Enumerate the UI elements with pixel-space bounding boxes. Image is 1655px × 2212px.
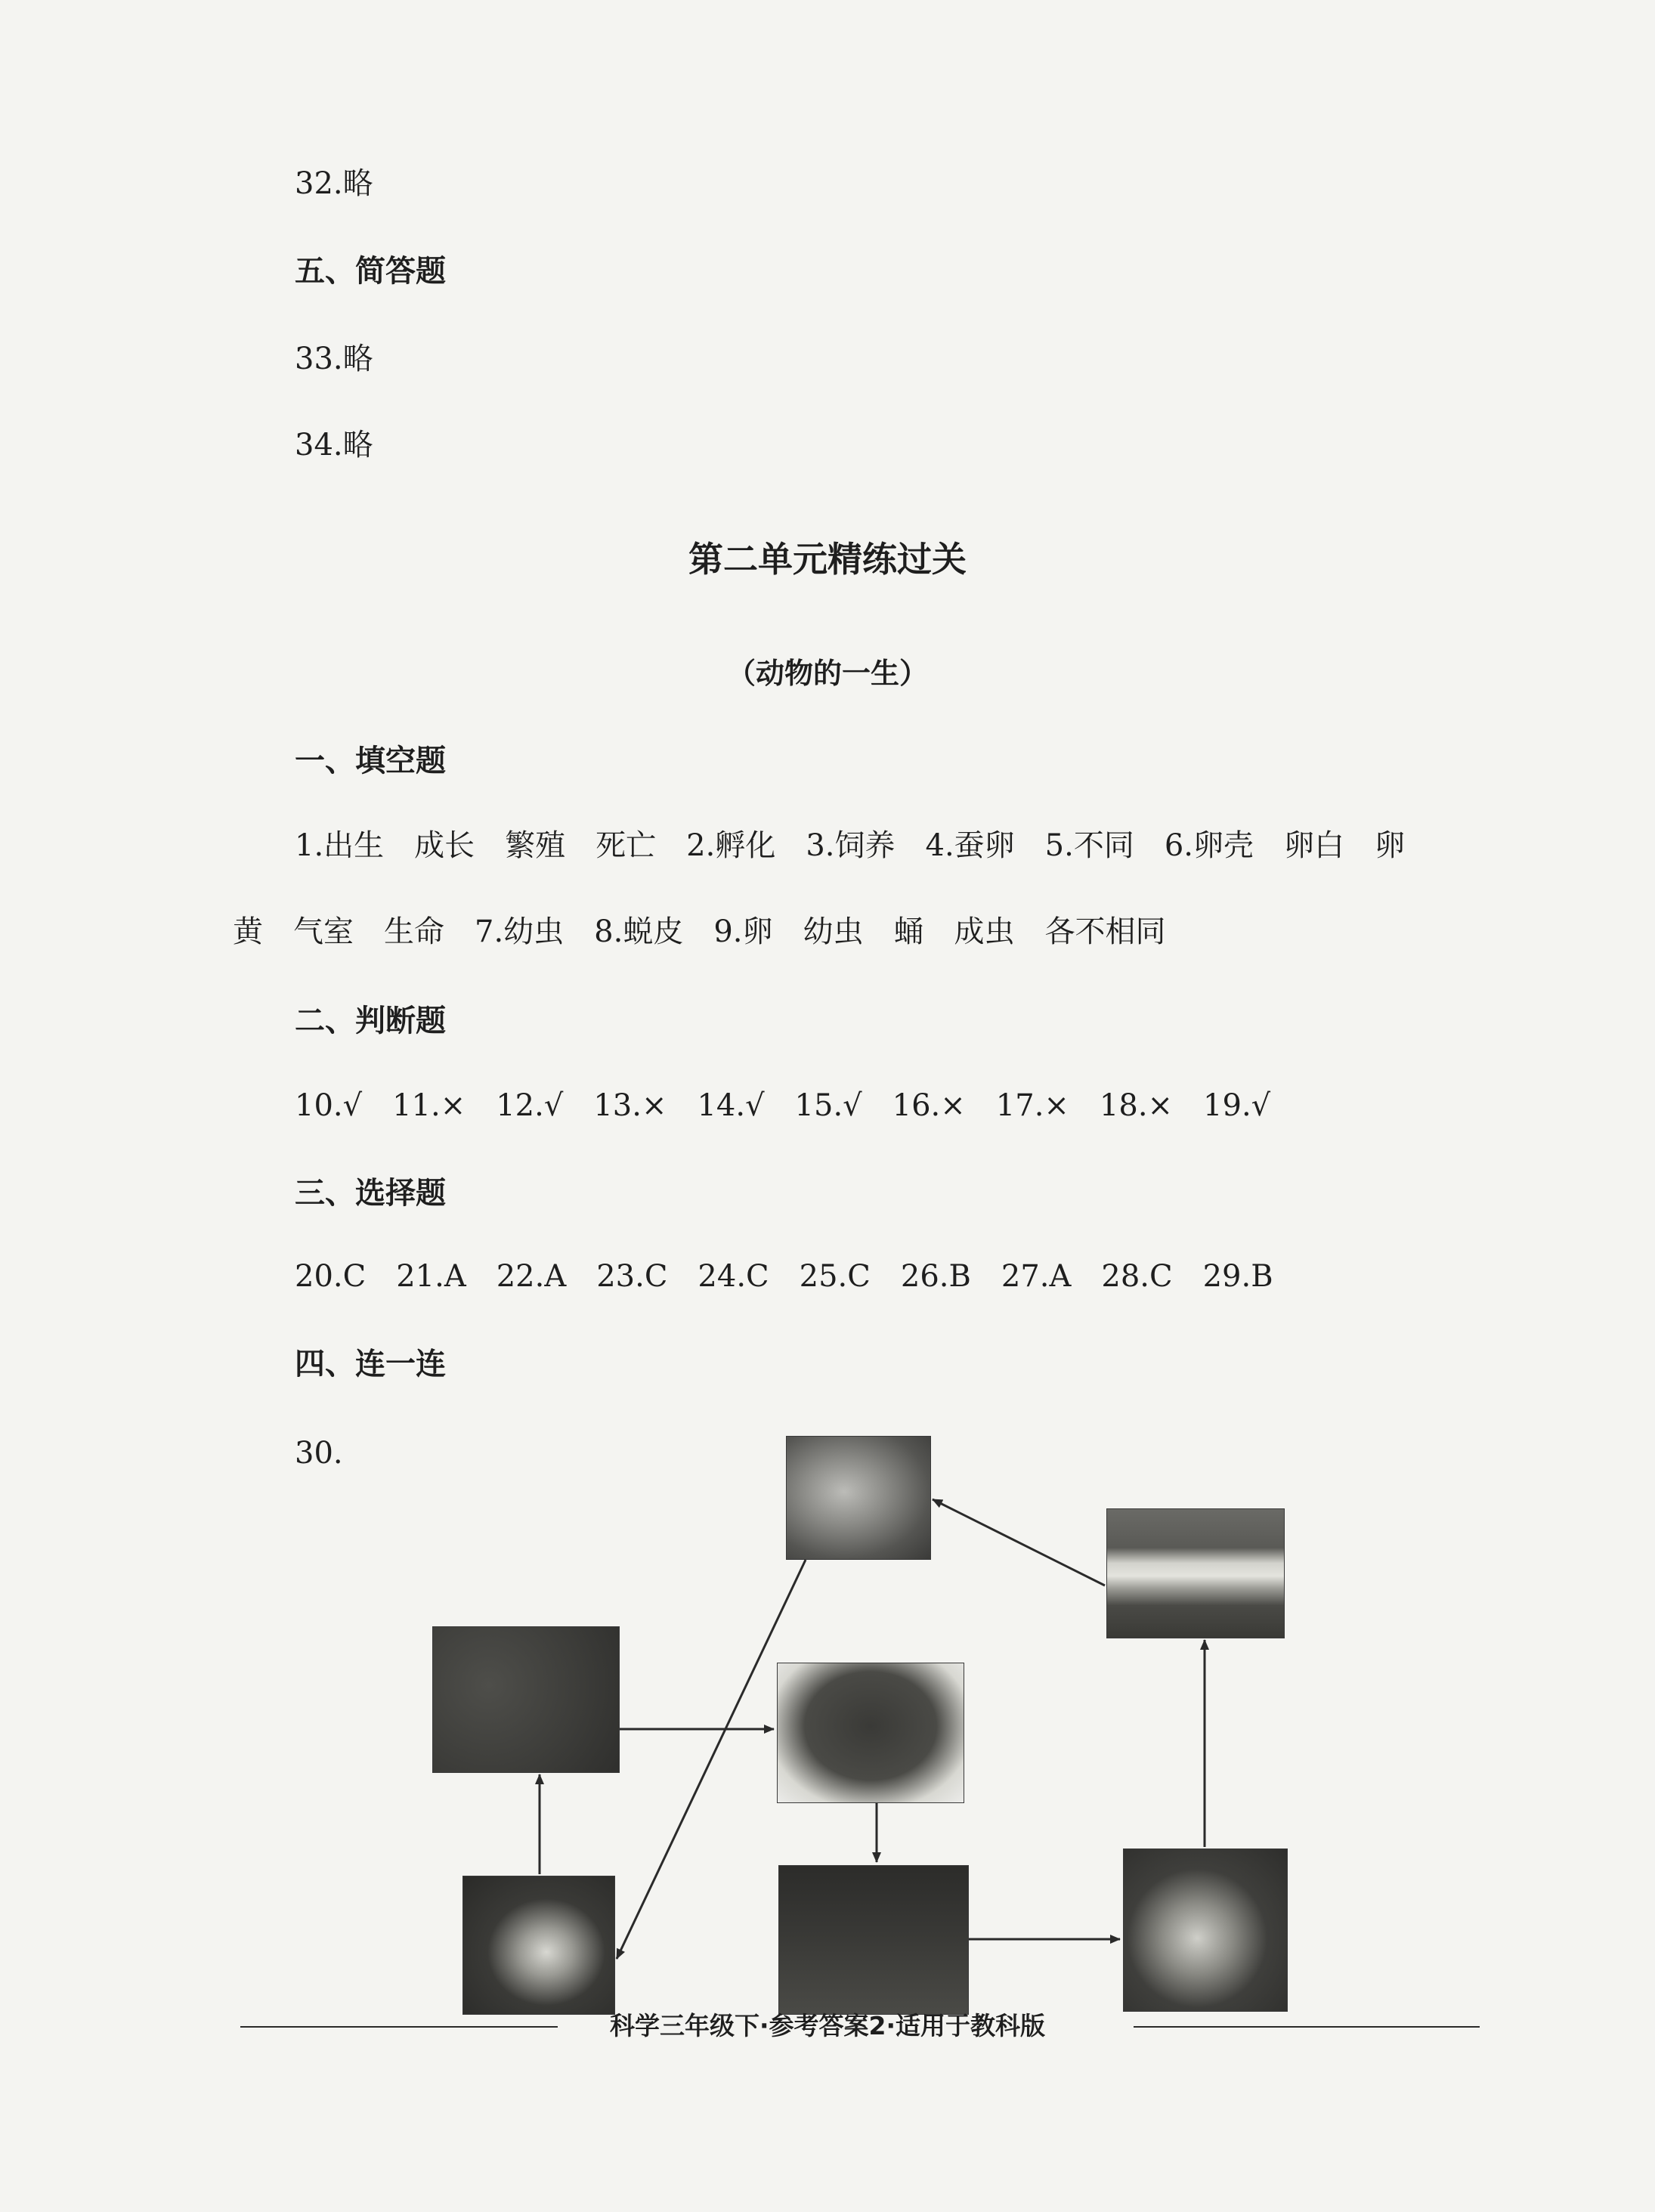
short-answer-heading: 五、简答题 [295, 254, 446, 289]
fill-blank-line-2: 黄 气室 生命 7.幼虫 8.蜕皮 9.卵 幼虫 蛹 成虫 各不相同 [233, 914, 1166, 949]
fill-blank-line-1: 1.出生 成长 繁殖 死亡 2.孵化 3.饲养 4.蚕卵 5.不同 6.卵壳 卵白 卵 [295, 828, 1405, 863]
answer-30-label: 30. [295, 1436, 343, 1471]
matching-heading: 四、连一连 [295, 1347, 446, 1381]
fill-blank-heading: 一、填空题 [295, 744, 446, 778]
answer-34: 34.略 [295, 428, 373, 463]
photo-cocoon [786, 1436, 931, 1560]
photo-eggs [432, 1626, 620, 1773]
unit-title: 第二单元精练过关 [688, 539, 967, 580]
answer-33: 33.略 [295, 342, 373, 376]
true-false-heading: 二、判断题 [295, 1004, 446, 1038]
photo-growing-silkworms [1123, 1848, 1288, 2012]
photo-leaf-with-eggs [777, 1663, 964, 1803]
multiple-choice-heading: 三、选择题 [295, 1176, 446, 1211]
arrow-mature-to-cocoon [933, 1499, 1105, 1586]
unit-subtitle: （动物的一生） [726, 657, 928, 690]
photo-mature-silkworm [1106, 1508, 1285, 1638]
photo-moth [462, 1876, 615, 2015]
footer-text: 科学三年级下·参考答案2·适用于教科版 [609, 2011, 1046, 2040]
true-false-answers: 10.√ 11.× 12.√ 13.× 14.√ 15.√ 16.× 17.× 18.× 19.√ [295, 1088, 1271, 1123]
photo-newly-hatched-larvae [778, 1865, 969, 2015]
answer-32: 32.略 [295, 166, 373, 201]
multiple-choice-answers: 20.C 21.A 22.A 23.C 24.C 25.C 26.B 27.A 28.C 29.B [295, 1259, 1273, 1294]
